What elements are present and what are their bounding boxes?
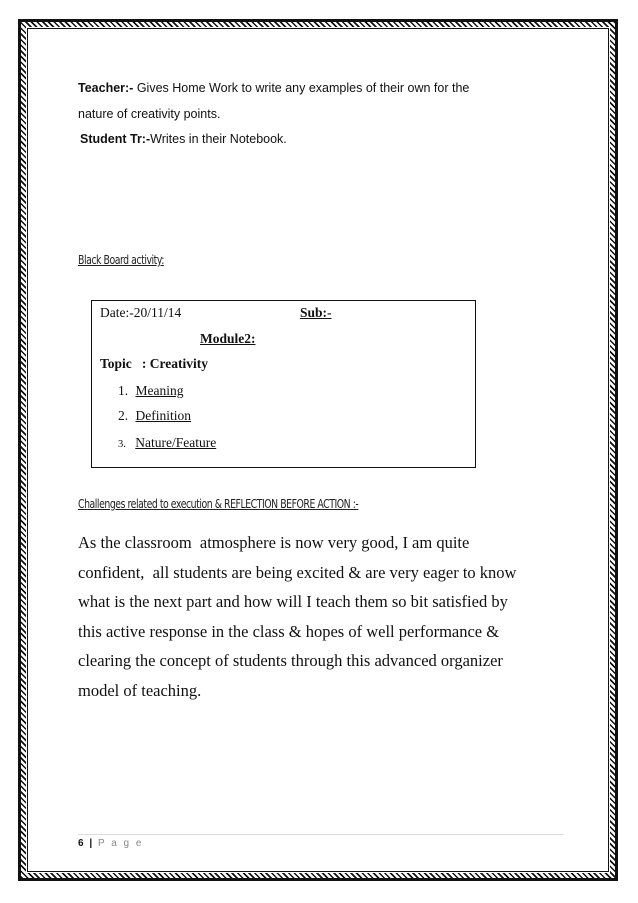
paragraph-line: As the classroom atmosphere is now very good, I am quite (78, 533, 470, 552)
page-label: P a g e (97, 838, 144, 849)
board-item-1 (118, 383, 184, 399)
board-date: Date:-20/11/14 (100, 305, 182, 320)
board-item-number: 1. (118, 383, 129, 398)
teacher-label: Teacher:- (78, 81, 134, 95)
teacher-text-1: Gives Home Work to write any examples of their own for the (133, 81, 470, 95)
board-module: Module2: (200, 331, 256, 346)
board-item-label: Definition (135, 408, 191, 423)
paragraph-line: what is the next part and how will I teach them so bit satisfied by (78, 592, 508, 612)
paragraph-line: this active response in the class & hopes of well performance & (78, 621, 500, 641)
teacher-line-2: nature of creativity points. (78, 107, 221, 121)
challenges-heading: Challenges related to execution & REFLECTION BEFORE ACTION :- (78, 497, 359, 511)
footer-rule (78, 834, 564, 835)
student-line (80, 131, 287, 147)
page-footer (78, 838, 143, 849)
paragraph-line: confident, all students are being excited & are very eager to know (78, 562, 517, 582)
paragraph-line: model of teaching. (78, 680, 202, 700)
page-number: 6 (78, 838, 84, 849)
board-topic: Topic : Creativity (100, 356, 208, 371)
board-item-2 (118, 408, 191, 424)
reflection-paragraph (78, 528, 578, 706)
board-item-label: Meaning (135, 383, 184, 398)
board-subject: Sub:- (300, 305, 332, 320)
blackboard-heading: Black Board activity: (78, 253, 164, 267)
teacher-line-1 (78, 80, 469, 96)
blackboard-box (91, 300, 476, 468)
board-item-number: 3. (118, 439, 126, 450)
paragraph-line: clearing the concept of students through this advanced organizer (78, 651, 503, 671)
board-item-number: 2. (118, 408, 129, 423)
student-text: Writes in their Notebook. (150, 132, 287, 146)
board-item-3 (118, 435, 216, 451)
student-label: Student Tr:- (80, 132, 151, 146)
board-item-label: Nature/Feature (135, 435, 217, 450)
footer-separator: | (89, 838, 93, 849)
